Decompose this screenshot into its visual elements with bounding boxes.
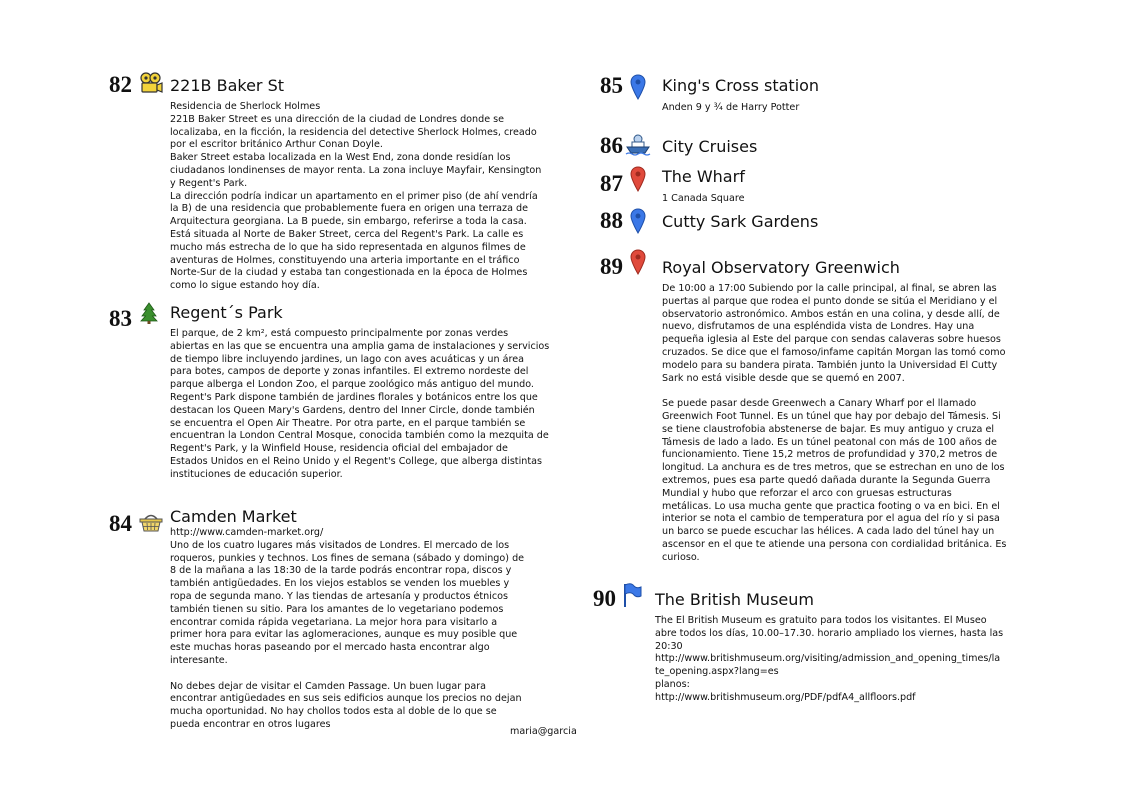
entry-number: 87 bbox=[600, 171, 623, 196]
body-line: 20:30 bbox=[655, 640, 683, 652]
body-line: planos: bbox=[655, 678, 690, 690]
body-line: encontrar antigüedades en sus seis edificios aunque los precios no dejan bbox=[170, 693, 522, 705]
blue-map-pin-icon bbox=[630, 208, 654, 234]
body-line: nuevo, disfrutamos de una espléndida vista de Londres. Hay una bbox=[662, 321, 975, 333]
body-line: Baker Street estaba localizada en la West End, zona donde residían los bbox=[170, 152, 511, 164]
body-line: también antigüedades. En los viejos establos se venden los muebles y bbox=[170, 578, 510, 590]
body-line: ascensor en el que te atiende una persona con cordialidad británica. Es bbox=[662, 538, 1007, 550]
body-line: roqueros, punkies y technos. Los fines de semana (sábado y domingo) de bbox=[170, 552, 525, 564]
body-line: ciudadanos londinenses de mayor renta. La zona incluye Mayfair, Kensington bbox=[170, 164, 542, 176]
body-line: como lo sigue estando hoy día. bbox=[170, 280, 320, 292]
body-line: instituciones de educación superior. bbox=[170, 468, 343, 480]
entry-body bbox=[170, 101, 541, 293]
body-line: localizaba, en la ficción, la residencia del detective Sherlock Holmes, creado bbox=[170, 126, 537, 138]
body-line: abre todos los días, 10.00–17.30. horario ampliado los viernes, hasta las bbox=[655, 627, 1004, 639]
body-line: observatorio astronómico. Ambos están en una colina, y desde allí, de bbox=[662, 308, 1000, 320]
body-line: modelo para su bandera pirata. También junto la Universidad El Cutty bbox=[662, 359, 998, 371]
entry-number: 83 bbox=[109, 306, 132, 331]
body-line: y Regent's Park. bbox=[170, 177, 248, 189]
entry-number: 90 bbox=[593, 586, 616, 611]
entry-body bbox=[662, 193, 744, 206]
body-line: te_opening.aspx?lang=es bbox=[655, 666, 779, 678]
body-line: cruzados. Se dice que el famoso/infame capitán Morgan las tomó como bbox=[662, 346, 1006, 358]
body-line: abiertas en las que se encuentra una amplia gama de instalaciones y servicios bbox=[170, 340, 550, 352]
entry-number: 89 bbox=[600, 254, 623, 279]
body-line: parque alberga el London Zoo, el parque zoológico más antiguo del mundo. bbox=[170, 379, 534, 391]
body-line: encontrar comida rápida vegetariana. La mejor hora para visitarlo a bbox=[170, 616, 498, 628]
film-camera-icon bbox=[139, 72, 163, 98]
entry-title: Cutty Sark Gardens bbox=[662, 212, 819, 231]
entry-title: City Cruises bbox=[662, 137, 758, 156]
blue-flag-icon bbox=[622, 582, 646, 608]
body-line: Residencia de Sherlock Holmes bbox=[170, 101, 321, 112]
entry-number: 82 bbox=[109, 72, 132, 97]
entry-title: Regent´s Park bbox=[170, 303, 283, 322]
entry-body bbox=[662, 283, 1006, 565]
body-line: Estados Unidos en el Reino Unido y el Regent's College, que alberga distintas bbox=[170, 455, 542, 467]
body-line: Está situada al Norte de Baker Street, cerca del Regent's Park. La calle es bbox=[170, 228, 524, 240]
body-line: mucha oportunidad. No hay chollos todos esta al doble de lo que se bbox=[170, 706, 497, 718]
entry-number: 86 bbox=[600, 133, 623, 158]
entry-number: 88 bbox=[600, 208, 623, 233]
body-line: este muchas horas paseando por el mercado hasta encontrar algo bbox=[170, 642, 490, 654]
body-line: Arquitectura georgiana. La B puede, sin embargo, referirse a toda la casa. bbox=[170, 216, 527, 228]
body-line: se tiene claustrofobia abstenerse de bajar. Es muy antiguo y cruza el bbox=[662, 423, 995, 435]
body-line: http://www.camden-market.org/ bbox=[170, 527, 324, 538]
body-line: http://www.britishmuseum.org/PDF/pdfA4_allfloors.pdf bbox=[655, 691, 916, 703]
cruise-ship-icon bbox=[625, 132, 649, 158]
red-map-pin-icon bbox=[630, 166, 654, 192]
body-line: pueda encontrar en otros lugares bbox=[170, 718, 331, 730]
entry-title: Royal Observatory Greenwich bbox=[662, 258, 900, 277]
body-line: Regent's Park dispone también de jardines florales y botánicos entre los que bbox=[170, 391, 538, 403]
body-line: Greenwich Foot Tunnel. Es un túnel que hay por debajo del Támesis. Si bbox=[662, 410, 1001, 422]
entry-title: 221B Baker St bbox=[170, 76, 285, 95]
body-line: primer hora para evitar las aglomeraciones, aunque es muy posible que bbox=[170, 629, 518, 641]
body-line: interesante. bbox=[170, 654, 228, 666]
body-line: Se puede pasar desde Greenwech a Canary Wharf por el llamado bbox=[662, 398, 977, 410]
entry-body bbox=[170, 328, 549, 482]
body-line: la B) de una residencia que probablemente fuera en origen una terraza de bbox=[170, 203, 528, 215]
body-line: No debes dejar de visitar el Camden Passage. Un buen lugar para bbox=[170, 680, 487, 692]
body-line: aventuras de Holmes, constituyendo una arteria importante en el tráfico bbox=[170, 254, 520, 266]
body-line: interior se nota el cambio de temperatura por el agua del río y si pasa bbox=[662, 513, 1000, 525]
entry-title: The British Museum bbox=[655, 590, 814, 609]
body-line: encuentran la London Central Mosque, conocida también como la mezquita de bbox=[170, 430, 549, 442]
entry-body bbox=[662, 102, 799, 115]
body-line: longitud. La anchura es de tres metros, que se estrechan en uno de los bbox=[662, 462, 1005, 474]
body-line: para botes, campos de deporte y zonas infantiles. El extremo nordeste del bbox=[170, 366, 529, 378]
body-line: Norte-Sur de la ciudad y estaba tan congestionada en la época de Holmes bbox=[170, 267, 528, 279]
body-line: http://www.britishmuseum.org/visiting/admission_and_opening_times/la bbox=[655, 653, 1001, 665]
body-line: Sark no está visible desde que se quemó en 2007. bbox=[662, 372, 905, 384]
body-line: Uno de los cuatro lugares más visitados de Londres. El mercado de los bbox=[170, 539, 510, 551]
red-map-pin-icon bbox=[630, 249, 654, 275]
body-line: De 10:00 a 17:00 Subiendo por la calle principal, al final, se abren las bbox=[662, 283, 997, 294]
body-line: Mundial y hubo que reforzar el arco con gruesas estructuras bbox=[662, 487, 952, 499]
body-line: 8 de la mañana a las 18:30 de la tarde podrás encontrar ropa, discos y bbox=[170, 565, 512, 577]
footer-author: maria@garcia bbox=[510, 726, 577, 737]
body-line: de tiempo libre incluyendo jardines, un lago con aves acuáticas y un área bbox=[170, 353, 525, 365]
body-line: 221B Baker Street es una dirección de la ciudad de Londres donde se bbox=[170, 113, 505, 125]
blue-map-pin-icon bbox=[630, 74, 654, 100]
body-line: ropa de segunda mano. Y las tiendas de artesanía y productos étnicos bbox=[170, 590, 509, 602]
body-line: metálicas. Lo usa mucha gente que practica footing o va en bici. En el bbox=[662, 500, 1000, 512]
body-line: Támesis de lado a lado. Es un túnel peatonal con más de 100 años de bbox=[662, 436, 997, 448]
body-line: 1 Canada Square bbox=[662, 193, 745, 204]
body-line: mucho más estrecha de lo que ha sido representada en algunos filmes de bbox=[170, 241, 526, 253]
body-line: curioso. bbox=[662, 551, 700, 563]
body-line: un barco se puede escuchar las hélices. A cada lado del túnel hay un bbox=[662, 526, 995, 538]
entry-title: The Wharf bbox=[662, 167, 745, 186]
body-line: se encuentra el Open Air Theatre. Por otra parte, en el parque también se bbox=[170, 417, 526, 429]
entry-title: King's Cross station bbox=[662, 76, 820, 95]
body-line: extremos, pues esa parte quedó dañada durante la Segunda Guerra bbox=[662, 474, 991, 486]
entry-title: Camden Market bbox=[170, 507, 297, 526]
entry-body bbox=[655, 615, 1003, 705]
body-line: puertas al parque que rodea el punto donde se sitúa el Meridiano y el bbox=[662, 295, 998, 307]
body-line: El parque, de 2 km², está compuesto principalmente por zonas verdes bbox=[170, 328, 509, 339]
body-line: también tienen su sitio. Para los amantes de lo vegetariano podemos bbox=[170, 603, 504, 615]
body-line: La dirección podría indicar un apartamento en el primer piso (de ahí vendría bbox=[170, 190, 538, 202]
entry-body bbox=[170, 527, 524, 732]
body-line: por el escritor británico Arthur Conan Doyle. bbox=[170, 139, 383, 151]
entry-number: 84 bbox=[109, 511, 132, 536]
shopping-basket-icon bbox=[139, 512, 163, 538]
entry-number: 85 bbox=[600, 73, 623, 98]
body-line: Anden 9 y ¾ de Harry Potter bbox=[662, 102, 800, 113]
body-line: The El British Museum es gratuito para todos los visitantes. El Museo bbox=[655, 615, 987, 626]
body-line: destacan los Queen Mary's Gardens, dentro del Inner Circle, donde también bbox=[170, 404, 535, 416]
body-line: Regent's Park, y la Winfield House, residencia oficial del embajador de bbox=[170, 443, 508, 455]
tree-icon bbox=[140, 302, 164, 328]
body-line: funcionamiento. Tiene 15,2 metros de profundidad y 370,2 metros de bbox=[662, 449, 998, 461]
body-line: pequeña iglesia al Este del parque con sendas calaveras sobre huesos bbox=[662, 334, 1001, 346]
